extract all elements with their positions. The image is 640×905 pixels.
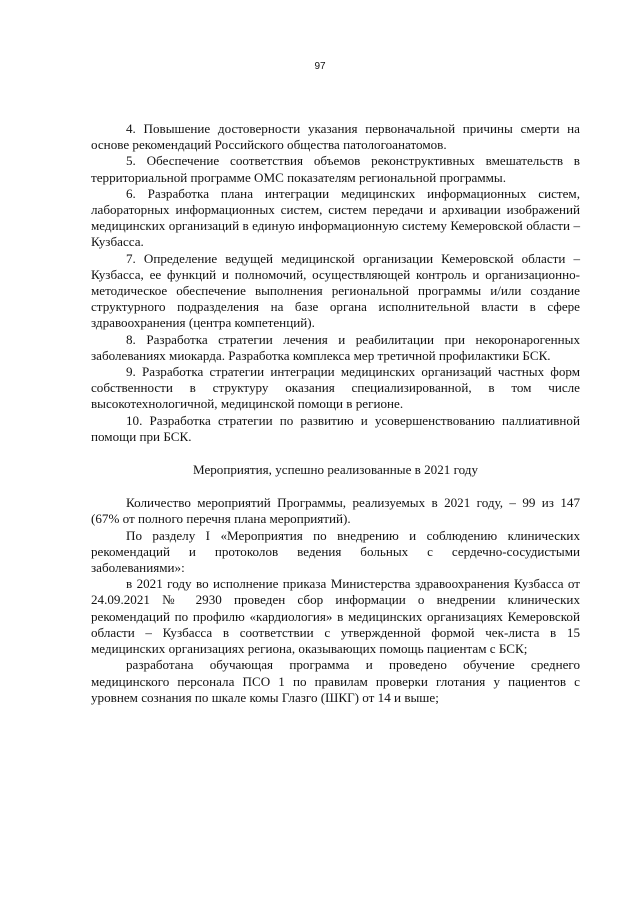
document-body (91, 121, 580, 706)
paragraph: Количество мероприятий Программы, реализуемых в 2021 году, – 99 из 147 (67% от полного перечня плана мероприятий). (91, 495, 580, 527)
paragraph: По разделу I «Мероприятия по внедрению и соблюдению клинических рекомендаций и протоколов ведения больных с сердечно-сосудистыми заболеваниями»: (91, 527, 580, 576)
list-item: 8. Разработка стратегии лечения и реабилитации при некоронарогенных заболеваниях миокарда. Разработка комплекса мер третичной профилактики БСК. (91, 331, 580, 363)
list-item: 9. Разработка стратегии интеграции медицинских организаций частных форм собственности в структуру оказания специализированной, в том числе высокотехнологичной, медицинской помощи в регионе. (91, 364, 580, 412)
list-item: 4. Повышение достоверности указания первоначальной причины смерти на основе рекомендаций Российского общества патологоанатомов. (91, 121, 580, 153)
section-heading: Мероприятия, успешно реализованные в 2021 году (192, 462, 479, 478)
paragraph: в 2021 году во исполнение приказа Министерства здравоохранения Кузбасса от 24.09.2021 № 2930 проведен сбор информации о внедрении клинических рекомендаций по профилю «кардиология» в медицинских организациях Кемеровской области – Кузбасса в соответствии с утвержденной формой чек-листа в 15 медицинских организациях региона, оказывающих помощь пациентам с БСК; (91, 576, 580, 657)
list-item: 6. Разработка плана интеграции медицинских информационных систем, лабораторных информационных систем, систем передачи и архивации изображений медицинских организаций в единую информационную систему Кемеровской области – Кузбасса. (91, 185, 580, 250)
list-item: 5. Обеспечение соответствия объемов реконструктивных вмешательств в территориальной программе ОМС показателям региональной программы. (91, 153, 580, 185)
page-number: 97 (314, 61, 326, 72)
paragraph: разработана обучающая программа и проведено обучение среднего медицинского персонала ПСО 1 по правилам проверки глотания у пациентов с уровнем сознания по шкале комы Глазго (ШКГ) от 14 и выше; (91, 657, 580, 705)
list-item: 7. Определение ведущей медицинской организации Кемеровской области – Кузбасса, ее функций и полномочий, осуществляющей контроль и организационно-методическое обеспечение выполнения региональной программы и/или создание структурного подразделения на базе органа исполнительной власти в сфере здравоохранения (центра компетенций). (91, 250, 580, 331)
list-item: 10. Разработка стратегии по развитию и усовершенствованию паллиативной помощи при БСК. (91, 412, 580, 444)
